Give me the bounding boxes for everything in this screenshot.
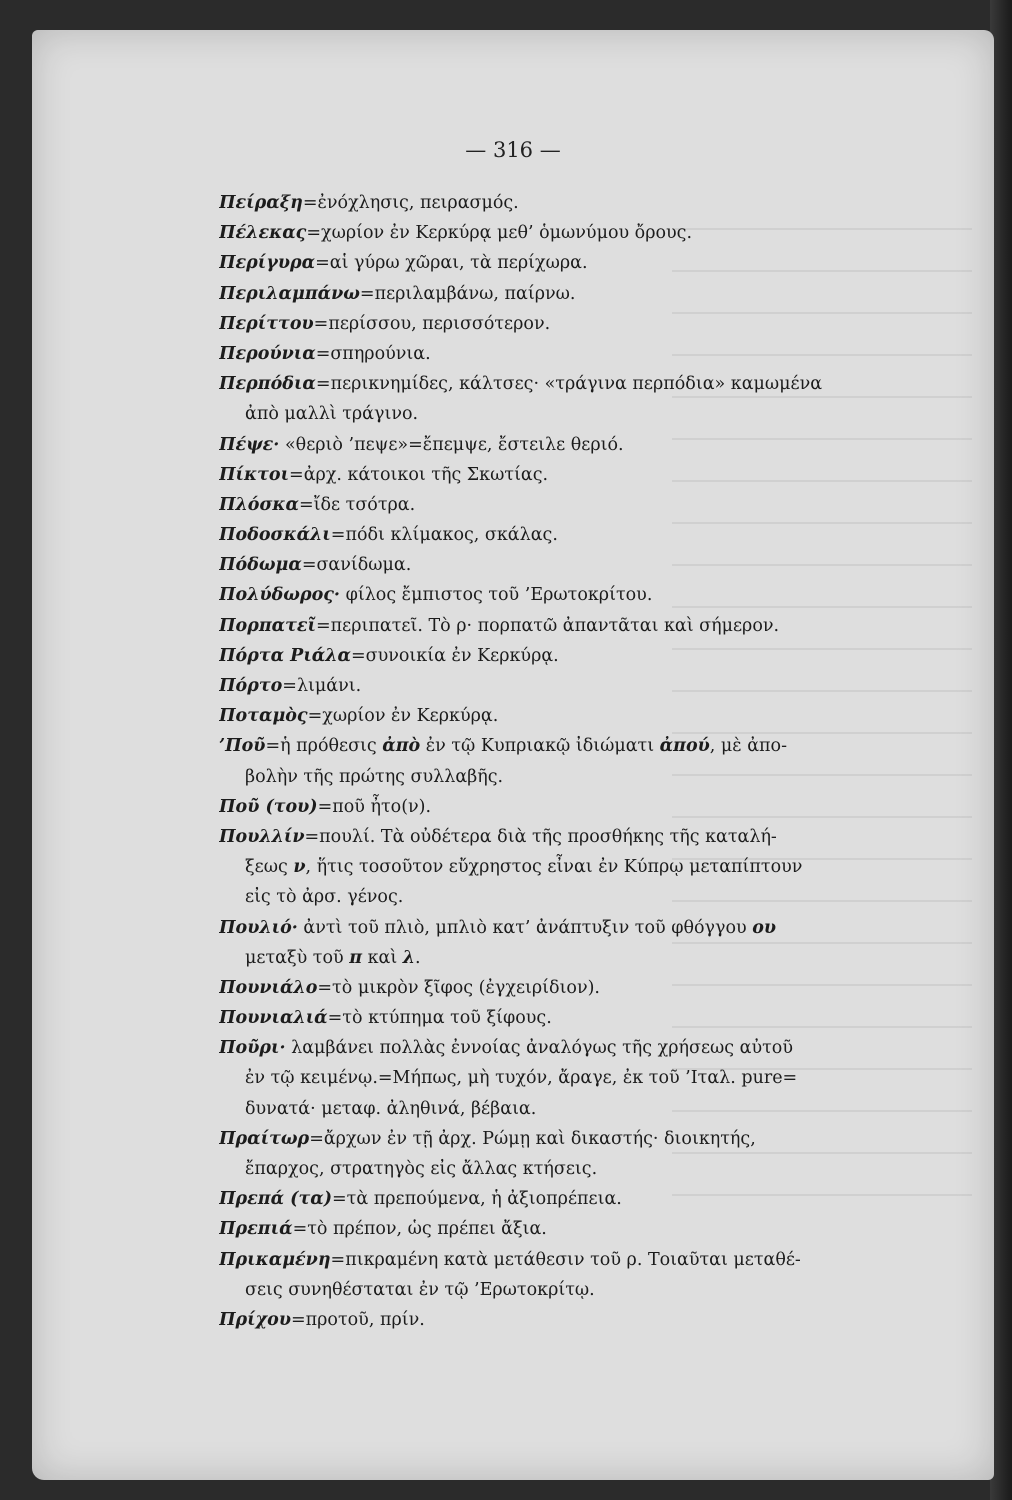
emphasis: ν: [293, 857, 306, 878]
definition: λαμβάνει πολλὰς ἐννοίας ἀναλόγως τῆς χρήσεως αὐτοῦ: [285, 1038, 793, 1059]
definition: =περίσσου, περισσότερον.: [313, 313, 551, 334]
definition: =περικνημίδες, κάλτσες· «τράγινα περπόδια» καμωμένα: [315, 374, 823, 395]
definition: =περιπατεῖ. Τὸ ρ· πορπατῶ ἀπαντᾶται καὶ σήμερον.: [316, 615, 780, 636]
glossary-entry: [219, 1305, 899, 1335]
glossary-entry: [219, 641, 899, 671]
headword: Πρίχου: [219, 1309, 291, 1330]
definition: =ἡ πρόθεσις: [265, 736, 383, 757]
glossary-entry: [219, 460, 899, 490]
definition-continuation: εἰς τὸ ἀρσ. γένος.: [245, 887, 404, 908]
headword: Ποδοσκάλι: [219, 525, 331, 546]
definition: =συνοικία ἐν Κερκύρᾳ.: [351, 645, 559, 666]
definition-continuation: βολὴν τῆς πρώτης συλλαβῆς.: [245, 766, 504, 787]
glossary-entry: [219, 520, 899, 550]
definition: =χωρίον ἐν Κερκύρᾳ.: [307, 706, 499, 727]
headword: Ποῦρι·: [219, 1038, 286, 1059]
headword: Πορπατεῖ: [219, 615, 317, 636]
page-number: — 316 —: [465, 138, 561, 162]
glossary-entry: [219, 1184, 899, 1214]
glossary-entry: [219, 1214, 899, 1244]
headword: Περίγυρα: [219, 253, 316, 274]
definition-continuation: [219, 852, 899, 882]
glossary-entry: [219, 188, 899, 218]
glossary-entry: [219, 671, 899, 701]
definition: «θεριὸ ’πεψε»=ἔπεμψε, ἔστειλε θεριό.: [279, 434, 624, 455]
definition: =λιμάνι.: [282, 676, 362, 696]
definition: =χωρίον ἐν Κερκύρᾳ μεθ’ ὁμωνύμου ὄρους.: [306, 223, 693, 244]
emphasis: λ: [402, 947, 416, 968]
definition-continuation: δυνατά· μεταφ. ἀληθινά, βέβαια.: [245, 1098, 537, 1119]
headword: Πουλλίν: [219, 826, 305, 847]
glossary-entry: [219, 339, 899, 369]
definition: =ἐνόχλησις, πειρασμός.: [302, 193, 519, 213]
headword: ’Ποῦ: [219, 736, 266, 757]
glossary-entry: [219, 822, 899, 852]
headword: Πίκτοι: [219, 464, 290, 485]
definition: μεταξὺ τοῦ: [245, 947, 350, 968]
glossary-entry: [219, 550, 899, 580]
book-page: [32, 30, 994, 1480]
definition: =σανίδωμα.: [301, 555, 412, 576]
headword: Πόρτο: [219, 676, 283, 696]
glossary-entry: [219, 1124, 899, 1154]
definition: =τὸ μικρὸν ξῖφος (ἐγχειρίδιον).: [317, 977, 600, 998]
glossary-entry: [219, 1245, 899, 1275]
definition-continuation: ἔπαρχος, στρατηγὸς εἰς ἄλλας κτήσεις.: [245, 1159, 598, 1179]
definition: =προτοῦ, πρίν.: [290, 1309, 425, 1330]
definition-continuation: ἀπὸ μαλλὶ τράγινο.: [245, 404, 419, 425]
glossary-entry: [219, 248, 899, 278]
glossary-entry: [219, 490, 899, 520]
definition: , μὲ ἀπο-: [709, 736, 787, 757]
definition: =περιλαμβάνω, παίρνω.: [359, 283, 576, 304]
glossary-entry: [219, 309, 899, 339]
headword: Πρεπιά: [219, 1219, 293, 1240]
glossary-entry: [219, 1003, 899, 1033]
glossary-entries: [219, 188, 899, 1335]
glossary-entry: [219, 973, 899, 1003]
definition: .: [415, 947, 421, 968]
glossary-entry: [219, 430, 899, 460]
headword: Περούνια: [219, 343, 316, 364]
headword: Ποταμὸς: [219, 706, 308, 727]
definition: =ἴδε τσότρα.: [298, 494, 416, 515]
definition: =τὸ πρέπον, ὡς πρέπει ἄξια.: [292, 1219, 547, 1240]
headword: Περπόδια: [219, 374, 316, 395]
emphasis: π: [349, 947, 363, 968]
headword: Πείραξη: [219, 193, 303, 213]
definition: =ποῦ ἦτο(ν).: [317, 796, 432, 817]
headword: Πόρτα Ριάλα: [219, 645, 352, 666]
glossary-entry: [219, 580, 899, 610]
headword: Πόδωμα: [219, 555, 302, 576]
headword: Πουνιάλο: [219, 977, 318, 998]
headword: Περιλαμπάνω: [219, 283, 360, 304]
definition: =πουλί. Τὰ οὐδέτερα διὰ τῆς προσθήκης τῆς καταλή-: [304, 826, 777, 847]
emphasis: ἀπὸ: [382, 736, 421, 757]
glossary-entry: [219, 701, 899, 731]
definition-continuation: [219, 943, 899, 973]
definition: =ἀρχ. κάτοικοι τῆς Σκωτίας.: [289, 464, 549, 485]
headword: Πλόσκα: [219, 494, 299, 515]
definition: =σπηρούνια.: [315, 343, 431, 364]
definition: =τὸ κτύπημα τοῦ ξίφους.: [327, 1008, 552, 1029]
definition: ξεως: [245, 857, 294, 878]
glossary-entry: [219, 218, 899, 248]
definition: , ἥτις τοσοῦτον εὔχρηστος εἶναι ἐν Κύπρῳ μεταπίπτουν: [305, 857, 803, 878]
definition: καὶ: [362, 947, 403, 968]
headword: Περίττου: [219, 313, 314, 334]
glossary-entry: [219, 1033, 899, 1063]
headword: Πουλιό·: [219, 917, 298, 938]
definition: =πικραμένη κατὰ μετάθεσιν τοῦ ρ. Τοιαῦται μεταθέ-: [330, 1249, 801, 1270]
headword: Ποῦ (του): [219, 796, 318, 817]
headword: Πρεπά (τα): [219, 1189, 332, 1210]
definition-continuation: σεις συνηθέσταται ἐν τῷ ’Ερωτοκρίτῳ.: [245, 1279, 595, 1300]
headword: Πολύδωρος·: [219, 585, 341, 606]
headword: Πέψε·: [219, 434, 280, 455]
definition: φίλος ἔμπιστος τοῦ ’Ερωτοκρίτου.: [340, 585, 653, 606]
definition: =τὰ πρεπούμενα, ἡ ἀξιοπρέπεια.: [331, 1189, 622, 1210]
headword: Πέλεκας: [219, 223, 307, 244]
emphasis: ἀπού: [659, 736, 710, 757]
glossary-entry: [219, 279, 899, 309]
glossary-entry: [219, 731, 899, 761]
glossary-entry: [219, 369, 899, 399]
definition: =πόδι κλίμακος, σκάλας.: [330, 525, 558, 546]
glossary-entry: [219, 913, 899, 943]
glossary-entry: [219, 792, 899, 822]
glossary-entry: [219, 611, 899, 641]
definition: =αἱ γύρω χῶραι, τὰ περίχωρα.: [315, 253, 588, 274]
definition: ἐν τῷ Κυπριακῷ ἰδιώματι: [420, 736, 660, 757]
definition: =ἄρχων ἐν τῇ ἀρχ. Ρώμῃ καὶ δικαστής· διοικητής,: [309, 1128, 756, 1149]
headword: Πραίτωρ: [219, 1128, 310, 1149]
headword: Πρικαμένη: [219, 1249, 331, 1270]
definition: ἀντὶ τοῦ πλιὸ, μπλιὸ κατ’ ἀνάπτυξιν τοῦ φθόγγου: [297, 917, 753, 938]
headword: Πουνιαλιά: [219, 1008, 328, 1029]
definition-continuation: ἐν τῷ κειμένῳ.=Μήπως, μὴ τυχόν, ἄραγε, ἐκ τοῦ ’Ιταλ. pure=: [245, 1068, 798, 1089]
emphasis: ου: [752, 917, 777, 938]
